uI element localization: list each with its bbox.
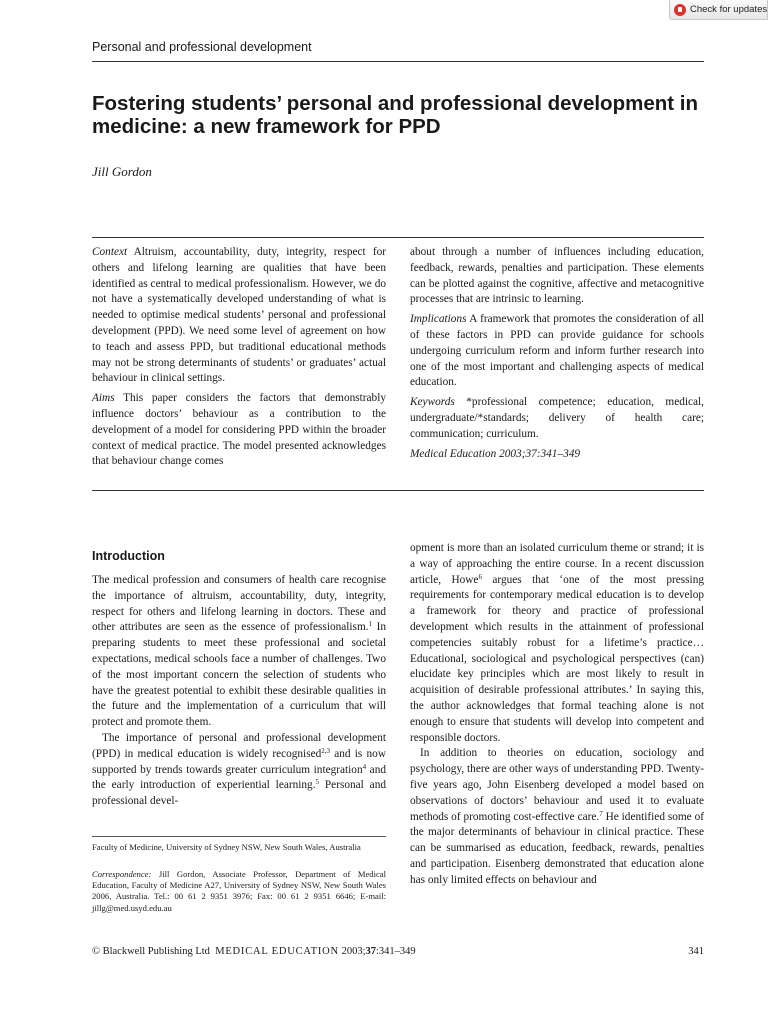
body-paragraph <box>410 541 704 746</box>
body-paragraph <box>92 731 386 810</box>
abstract-implications <box>410 312 704 391</box>
abstract-continued: about through a number of influences including education, feedback, rewards, penalties and participation. These elements can be plotted against the cognitive, affective and metacognitive processes that are intrinsic to learning. <box>410 246 704 306</box>
check-for-updates-label: Check for updates <box>690 4 768 15</box>
body-paragraph <box>92 573 386 731</box>
citation-ref: 1 <box>368 620 373 629</box>
bookmark-icon <box>674 4 686 16</box>
footer-left <box>92 946 416 957</box>
keywords-label: Keywords <box>410 396 455 409</box>
keywords-text: *professional competence; education, medical, undergraduate/*standards; delivery of health care; communication; curriculum. <box>410 396 704 440</box>
implications-text: A framework that promotes the consideration of all of these factors in PPD can provide guidance for schools undergoing curriculum reform and inform further research into one of the most important and challenging aspects of medical education. <box>410 313 704 389</box>
body-right-column <box>410 541 704 889</box>
check-for-updates-button[interactable] <box>669 0 768 20</box>
abstract-top-rule <box>92 237 704 238</box>
abstract-bottom-rule <box>92 490 704 491</box>
footer-pages: :341–349 <box>375 946 416 957</box>
body-text: Personal and professional devel- <box>92 779 386 808</box>
header-rule <box>92 61 704 62</box>
body-paragraph <box>410 746 704 888</box>
running-head: Personal and professional development <box>92 40 312 54</box>
correspondence-label: Correspondence: <box>92 869 152 879</box>
citation-ref: 7 <box>599 809 603 818</box>
aims-label: Aims <box>92 392 115 405</box>
body-text: opment is more than an isolated curriculum theme or strand; it is a way of approaching the entire course. In a recent discussion article, Howe <box>410 542 704 586</box>
journal-name: MEDICAL EDUCATION <box>215 946 339 957</box>
implications-label: Implications <box>410 313 467 326</box>
context-text: Altruism, accountability, duty, integrity, respect for others and lifelong learning are qualities that have been identified as central to medical professionalism. However, we do not have a systematically developed understanding of what is needed to optimise medical students’ personal and professional development (PPD). We need some level of agreement on how to teach and assess PPD, but traditional educational methods may not be strong determinants of students’ or graduates’ actual behaviour in clinical settings. <box>92 246 386 385</box>
author-name: Jill Gordon <box>92 164 152 179</box>
abstract-keywords <box>410 395 704 442</box>
body-text: He identified some of the major determinants of behaviour in clinical practice. These can be summarised as education, feedback, rewards, penalties and participation. Eisenberg demonstrated that education alone has only limited effects on behaviour and <box>410 810 704 886</box>
body-text: The medical profession and consumers of health care recognise the importance of altruism, accountability, duty, integrity, respect for others and lifelong learning in doctors. These and other attributes are seen as the essence of professionalism. <box>92 574 386 634</box>
footer-volume: 37 <box>365 946 376 957</box>
article-title: Fostering students’ personal and professional development in medicine: a new framework for PPD <box>92 92 698 138</box>
citation-ref: 4 <box>362 762 367 771</box>
affiliation-footnote: Faculty of Medicine, University of Sydney NSW, New South Wales, Australia <box>92 842 361 852</box>
footer-year: 2003; <box>341 946 366 957</box>
citation-ref: 2,3 <box>321 746 331 755</box>
body-text: and is now supported by trends towards greater curriculum integration <box>92 747 386 776</box>
abstract-left-column <box>92 245 386 470</box>
abstract-context <box>92 245 386 387</box>
page-number: 341 <box>688 946 704 957</box>
body-text: The importance of personal and professional development (PPD) in medical education is widely recognised <box>92 731 386 760</box>
context-label: Context <box>92 246 128 258</box>
abstract-right-column <box>410 245 704 462</box>
abstract-aims <box>92 391 386 470</box>
citation-ref: 6 <box>478 572 482 581</box>
body-text: In preparing students to meet these professional and societal expectations, medical schools face a number of challenges. Two of the most important concern the selection of students who have the greatest potential to exhibit these desirable qualities in the future and the implementation of a curriculum that will protect and promote them. <box>92 621 386 729</box>
publisher: © Blackwell Publishing Ltd <box>92 946 210 957</box>
body-text: In addition to theories on education, sociology and psychology, there are other ways of understanding PPD. Twenty-five years ago, John Eisenberg developed a model based on observations of doctors’ behaviour and used it to evaluate methods of promoting cost-effective care. <box>410 747 704 823</box>
body-text: and the early introduction of experiential learning. <box>92 763 386 792</box>
aims-text: This paper considers the factors that demonstrably influence doctors’ behaviour as a contribution to the development of a model for considering PPD within the broader context of medical practice. The model presented acknowledges that behaviour change comes <box>92 392 386 468</box>
citation <box>410 447 704 463</box>
body-left-column <box>92 573 386 810</box>
footnote-rule <box>92 836 386 837</box>
correspondence-text: Jill Gordon, Associate Professor, Department of Medical Education, Faculty of Medicine A27, University of Sydney NSW, New South Wales 2006, Australia. Tel.: 00 61 2 9351 3976; Fax: 00 61 2 9351 6646; E-mail: jillg@med.usyd.edu.au <box>92 869 386 913</box>
correspondence-footnote <box>92 869 386 914</box>
page-footer <box>92 946 704 957</box>
citation-text: Medical Education 2003;37:341–349 <box>410 447 581 460</box>
section-heading-introduction: Introduction <box>92 549 165 563</box>
citation-ref: 5 <box>315 778 320 787</box>
body-text: argues that ‘one of the most pressing requirements for contemporary medical education is to develop a framework for theory and practice of professional development which results in the attainment of professional competencies suitably robust for a lifetime’s practice… Educational, sociological and psychological perspectives (can) elucidate key principles which are most likely to result in acquisition of desirable professional attributes.’ In saying this, the author acknowledges that formal teaching alone is not enough to ensure that students will develop into competent and responsible doctors. <box>410 573 704 744</box>
